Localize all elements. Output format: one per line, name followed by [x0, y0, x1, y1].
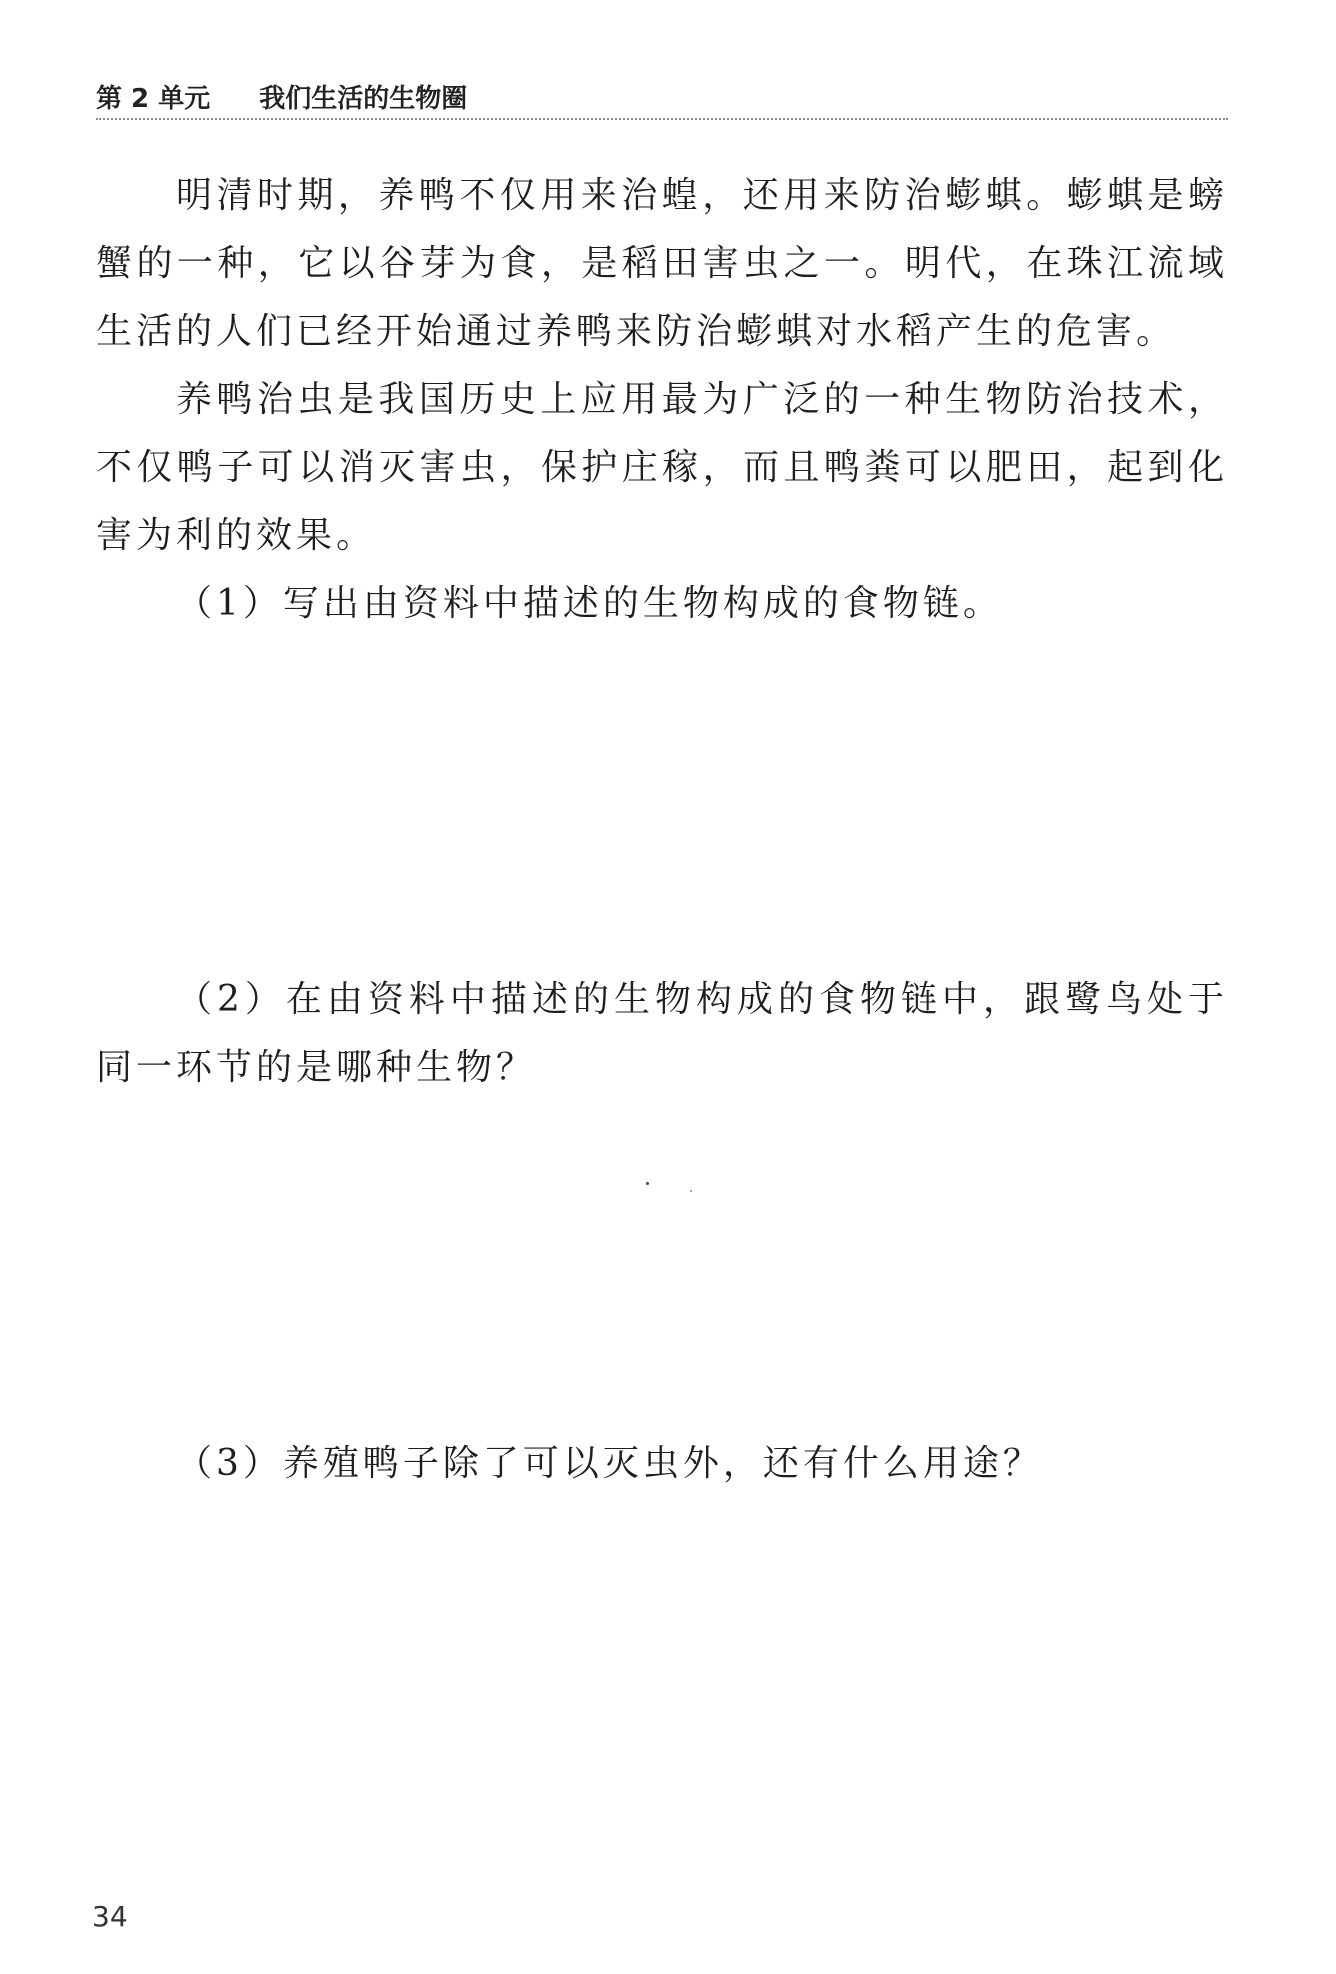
print-speck [690, 1190, 692, 1192]
print-speck [646, 1182, 649, 1185]
paragraph-biological-control: 养鸭治虫是我国历史上应用最为广泛的一种生物防治技术，不仅鸭子可以消灭害虫，保护庄稼，而且鸭粪可以肥田，起到化害为利的效果。 [96, 379, 1228, 556]
question-3: （3）养殖鸭子除了可以灭虫外，还有什么用途？ [176, 1443, 1043, 1484]
page-number: 34 [92, 1900, 128, 1933]
question-1: （1）写出由资料中描述的生物构成的食物链。 [176, 583, 1003, 624]
unit-title: 我们生活的生物圈 [259, 84, 468, 114]
paragraph-duck-pest-control-history: 明清时期，养鸭不仅用来治蝗，还用来防治蟛蜞。蟛蜞是螃蟹的一种，它以谷芽为食，是稻田害虫之一。明代，在珠江流域生活的人们已经开始通过养鸭来防治蟛蜞对水稻产生的危害。 [96, 175, 1228, 352]
question-2: （2）在由资料中描述的生物构成的食物链中，跟鹭鸟处于同一环节的是哪种生物？ [96, 979, 1228, 1088]
unit-label: 第 2 单元 [96, 84, 211, 114]
header-dotted-rule [96, 118, 1228, 120]
running-header [96, 82, 1228, 122]
